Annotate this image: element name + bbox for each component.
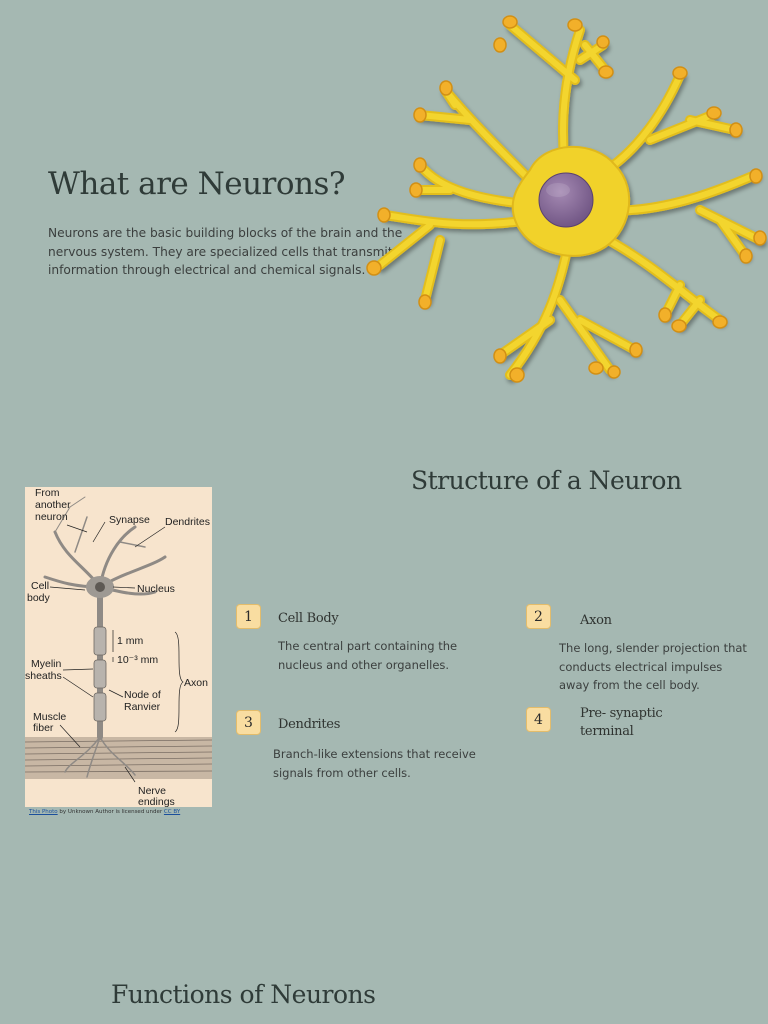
label-from-neuron-2: another: [35, 499, 71, 511]
functions-heading: Functions of Neurons: [111, 980, 376, 1009]
item-number-2: 2: [526, 604, 551, 629]
label-from-neuron: From: [35, 487, 60, 499]
credit-photo-link[interactable]: This Photo: [29, 809, 58, 815]
item-number-3: 3: [236, 710, 261, 735]
intro-text: Neurons are the basic building blocks of the brain and the nervous system. They are specialized cells that transmit information through electrical and chemical signals.: [48, 226, 403, 277]
item-desc-cell-body: The central part containing the nucleus and other organelles.: [278, 639, 458, 672]
neuron-diagram: [25, 487, 212, 807]
label-muscle: Muscle: [33, 711, 67, 723]
item-title-dendrites: Dendrites: [278, 717, 341, 732]
label-cell-body-2: body: [27, 592, 50, 604]
item-title-presynaptic: Pre- synaptic terminal: [580, 706, 663, 739]
image-credit: [29, 809, 180, 815]
label-node: Node of: [124, 689, 161, 701]
item-desc-axon: The long, slender projection that conducts electrical impulses away from the cell body.: [559, 641, 747, 692]
label-synapse: Synapse: [109, 514, 150, 526]
label-nerve-2: endings: [138, 796, 175, 807]
label-one-mm: 1 mm: [117, 635, 144, 647]
label-ten-mm: 10⁻³ mm: [117, 654, 159, 666]
item-title-cell-body: Cell Body: [278, 611, 339, 626]
label-myelin-2: sheaths: [25, 670, 62, 682]
label-dendrites: Dendrites: [165, 516, 210, 528]
item-desc-dendrites: Branch-like extensions that receive signals from other cells.: [273, 747, 476, 780]
item-number-1: 1: [236, 604, 261, 629]
page-title: What are Neurons?: [48, 166, 346, 202]
nucleus-shape: [539, 173, 593, 227]
label-from-neuron-3: neuron: [35, 511, 68, 523]
neuron-illustration: [355, 0, 768, 400]
label-cell-body: Cell: [31, 580, 50, 592]
label-myelin: Myelin: [31, 658, 62, 670]
label-nerve: Nerve: [138, 785, 167, 797]
credit-license-link[interactable]: CC BY: [163, 809, 181, 815]
label-muscle-2: fiber: [33, 722, 54, 734]
item-number-4: 4: [526, 707, 551, 732]
label-axon: Axon: [184, 677, 208, 689]
label-node-2: Ranvier: [124, 701, 161, 713]
structure-heading: Structure of a Neuron: [411, 466, 682, 495]
credit-text: by Unknown Author is licensed under: [57, 809, 164, 815]
item-title-axon: Axon: [580, 613, 612, 628]
label-nucleus: Nucleus: [137, 583, 175, 595]
